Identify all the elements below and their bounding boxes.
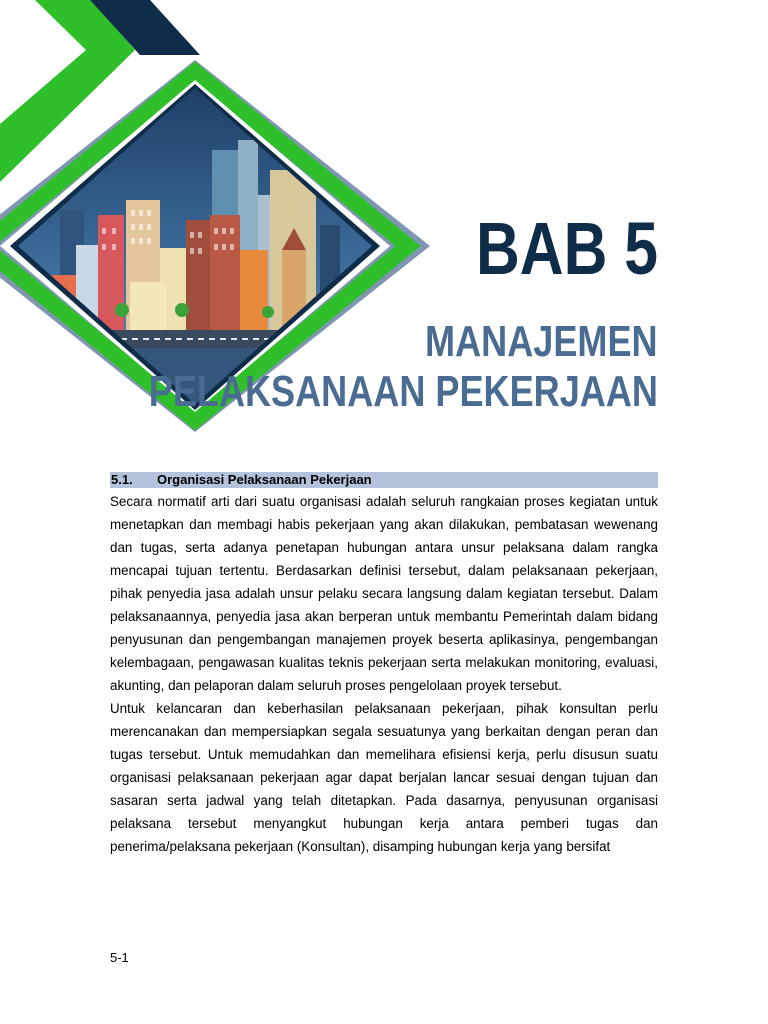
section-heading — [110, 472, 658, 488]
body-text — [110, 490, 658, 858]
paragraph: Untuk kelancaran dan keberhasilan pelaksanaan pekerjaan, pihak konsultan perlu merencanakan dan mempersiapkan segala sesuatunya yang berkaitan dengan peran dan tugas tersebut. Untuk memudahkan dan memelihara efisiensi kerja, perlu disusun suatu organisasi pelaksanaan pekerjaan agar dapat berjalan lancar sesuai dengan tujuan dan sasaran serta jadwal yang telah ditetapkan. Pada dasarnya, penyusunan organisasi pelaksana tersebut menyangkut hubungan kerja antara pemberi tugas dan penerima/pelaksana pekerjaan (Konsultan), disamping hubungan kerja yang bersifat — [110, 701, 658, 854]
section-number: 5.1. — [111, 472, 133, 487]
chapter-number: BAB 5 — [475, 207, 658, 290]
chapter-title-line-2: PELAKSANAAN PEKERJAAN — [148, 367, 658, 416]
paragraph: Secara normatif arti dari suatu organisasi adalah seluruh rangkaian proses kegiatan untuk menetapkan dan membagi habis pekerjaan yang akan dilakukan, pembatasan wewenang dan tugas, serta adanya penetapan hubungan antara unsur pelaksana dalam rangka mencapai tujuan tertentu. Berdasarkan definisi tersebut, dalam pelaksanaan pekerjaan, pihak penyedia jasa adalah unsur pelaku secara langsung dalam kegiatan tersebut. Dalam pelaksanaannya, penyedia jasa akan berperan untuk membantu Pemerintah dalam bidang penyusunan dan pengembangan manajemen proyek beserta aplikasinya, pengembangan kelembagaan, pengawasan kualitas teknis pekerjaan serta melakukan monitoring, evaluasi, akunting, dan pelaporan dalam seluruh proses pengelolaan proyek tersebut. — [110, 494, 658, 693]
chapter-title-line-1: MANAJEMEN — [425, 317, 658, 366]
page-number: 5-1 — [110, 950, 129, 965]
section-title: Organisasi Pelaksanaan Pekerjaan — [157, 472, 372, 487]
